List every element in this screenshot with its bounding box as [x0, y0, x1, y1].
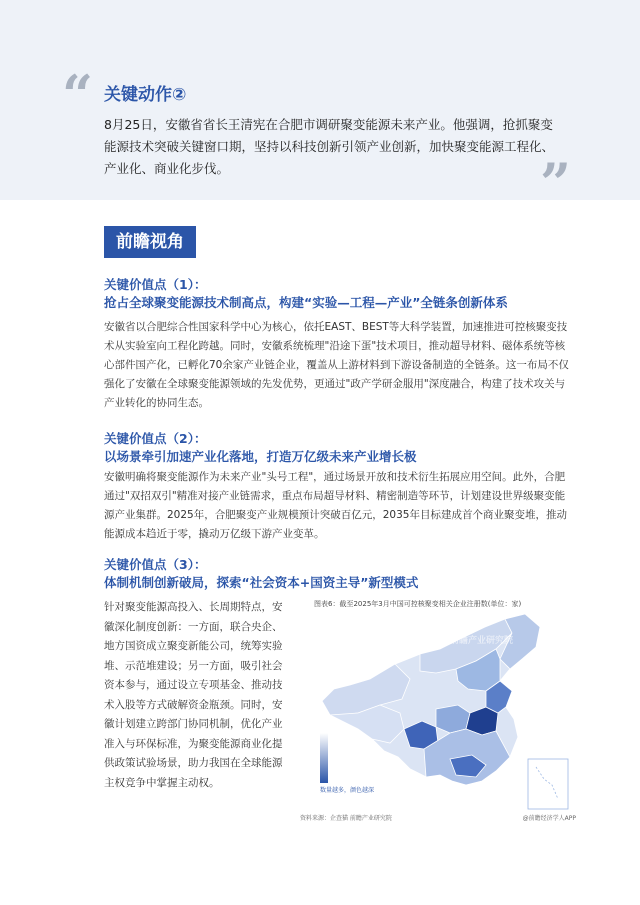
open-quote-icon: “ — [62, 63, 94, 127]
map-credit: @前瞻经济学人APP — [522, 815, 576, 822]
map-caption: 图表6：截至2025年3月中国可控核聚变相关企业注册数(单位：家) — [314, 600, 522, 608]
point-1-body: 安徽省以合肥综合性国家科学中心为核心，依托EAST、BEST等大科学装置，加速推进可控核聚变技术从实验室向工程化跨越。同时，安徽系统梳理"沿途下蛋"技术项目，推动超导材料、磁体系统等核心部件国产化，已孵化70余家产业链企业，覆盖从上游材料到下游设备制造的全链条。这一布局不仅强化了安徽在全球聚变能源领域的先发优势，更通过"政产学研金服用"深度融合，构建了技术攻关与产业转化的协同生态。 — [104, 321, 569, 409]
map-source: 资料来源：企查猫 前瞻产业研究院 — [300, 815, 392, 822]
point-2-head: 关键价值点（2）： — [104, 431, 207, 446]
china-map-figure — [300, 595, 576, 825]
section-title: 前瞻视角 — [104, 226, 196, 258]
quote-text: 8月25日，安徽省省长王清宪在合肥市调研聚变能源未来产业。他强调，抢抓聚变能源技术突破关键窗口期，坚持以科技创新引领产业创新，加快聚变能源工程化、产业化、商业化步伐。 — [104, 117, 555, 176]
map-legend-label: 数量越多，颜色越深 — [320, 787, 375, 794]
quote-title: 关键动作② — [104, 85, 187, 105]
legend-bar — [320, 733, 328, 783]
quote-box — [0, 0, 640, 215]
region-central — [436, 705, 470, 733]
point-1-head: 关键价值点（1）： — [104, 277, 207, 292]
map-watermark: 前瞻产业研究院 — [450, 636, 514, 646]
south-sea-line — [536, 767, 558, 799]
point-1-sub: 抢占全球聚变能源技术制高点，构建“实验—工程—产业”全链条创新体系 — [104, 295, 508, 310]
point-2-body: 安徽明确将聚变能源作为未来产业"头号工程"，通过场景开放和技术衍生拓展应用空间。此外，合肥通过"双招双引"精准对接产业链需求，重点布局超导材料、精密制造等环节，计划建设世界级聚变能源产业集群。2025年，合肥聚变产业规模预计突破百亿元，2035年目标建成首个商业聚变堆，推动能源成本趋近于零，撬动万亿级下游产业变革。 — [104, 471, 567, 540]
point-3-sub: 体制机制创新破局，探索“社会资本+国资主导”新型模式 — [104, 575, 419, 590]
south-sea-inset — [528, 759, 568, 809]
point-3-head: 关键价值点（3）： — [104, 557, 207, 572]
point-2-sub: 以场景牵引加速产业化落地，打造万亿级未来产业增长极 — [104, 449, 417, 464]
close-quote-icon: ” — [540, 151, 572, 215]
point-3-body: 针对聚变能源高投入、长周期特点，安徽深化制度创新：一方面，联合央企、地方国资成立聚变新能公司，统筹实验堆、示范堆建设；另一方面，吸引社会资本参与，通过设立专项基金、推动技术入股等方式破解资金瓶颈。同时，安徽计划建立跨部门协同机制，优化产业准入与环保标准，为聚变能源商业化提供政策试验场景，助力我国在全球能源主权竞争中掌握主动权。 — [104, 601, 283, 789]
